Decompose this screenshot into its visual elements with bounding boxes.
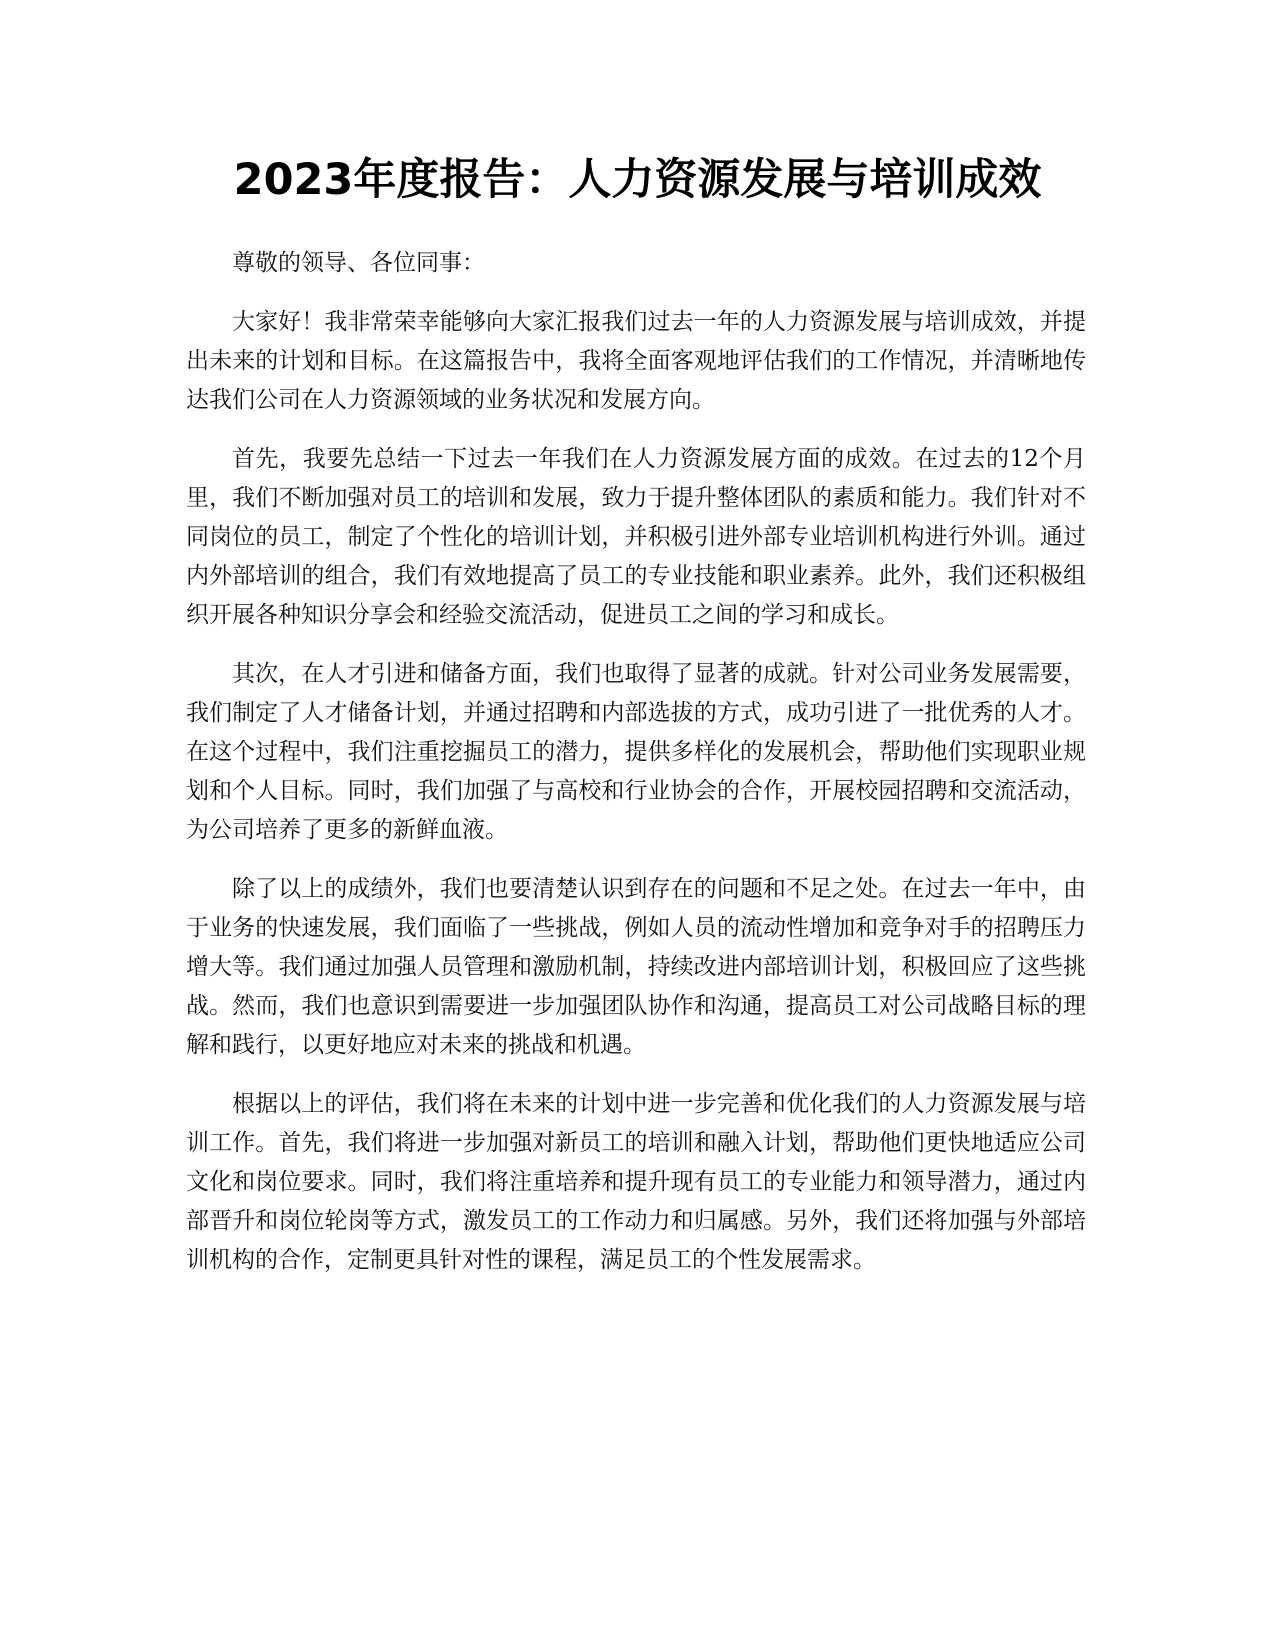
paragraph-greeting: 大家好！我非常荣幸能够向大家汇报我们过去一年的人力资源发展与培训成效，并提出未来的计划和目标。在这篇报告中，我将全面客观地评估我们的工作情况，并清晰地传达我们公司在人力资源领域的业务状况和发展方向。 <box>186 309 1086 413</box>
paragraph-talent-recruitment: 其次，在人才引进和储备方面，我们也取得了显著的成就。针对公司业务发展需要，我们制定了人才储备计划，并通过招聘和内部选拔的方式，成功引进了一批优秀的人才。在这个过程中，我们注重挖掘员工的潜力，提供多样化的发展机会，帮助他们实现职业规划和个人目标。同时，我们加强了与高校和行业协会的合作，开展校园招聘和交流活动，为公司培养了更多的新鲜血液。 <box>186 661 1086 843</box>
paragraph-challenges: 除了以上的成绩外，我们也要清楚认识到存在的问题和不足之处。在过去一年中，由于业务的快速发展，我们面临了一些挑战，例如人员的流动性增加和竞争对手的招聘压力增大等。我们通过加强人员管理和激励机制，持续改进内部培训计划，积极回应了这些挑战。然而，我们也意识到需要进一步加强团队协作和沟通，提高员工对公司战略目标的理解和践行，以更好地应对未来的挑战和机遇。 <box>186 876 1086 1058</box>
page-title: 2023年度报告：人力资源发展与培训成效 <box>233 155 1042 205</box>
paragraph-salutation: 尊敬的领导、各位同事： <box>232 250 485 276</box>
document-body <box>186 244 1086 1300</box>
paragraph-future-plans: 根据以上的评估，我们将在未来的计划中进一步完善和优化我们的人力资源发展与培训工作。首先，我们将进一步加强对新员工的培训和融入计划，帮助他们更快地适应公司文化和岗位要求。同时，我们将注重培养和提升现有员工的专业能力和领导潜力，通过内部晋升和岗位轮岗等方式，激发员工的工作动力和归属感。另外，我们还将加强与外部培训机构的合作，定制更具针对性的课程，满足员工的个性发展需求。 <box>186 1091 1086 1273</box>
paragraph-training-summary: 首先，我要先总结一下过去一年我们在人力资源发展方面的成效。在过去的12个月里，我们不断加强对员工的培训和发展，致力于提升整体团队的素质和能力。我们针对不同岗位的员工，制定了个性化的培训计划，并积极引进外部专业培训机构进行外训。通过内外部培训的组合，我们有效地提高了员工的专业技能和职业素养。此外，我们还积极组织开展各种知识分享会和经验交流活动，促进员工之间的学习和成长。 <box>186 446 1086 628</box>
